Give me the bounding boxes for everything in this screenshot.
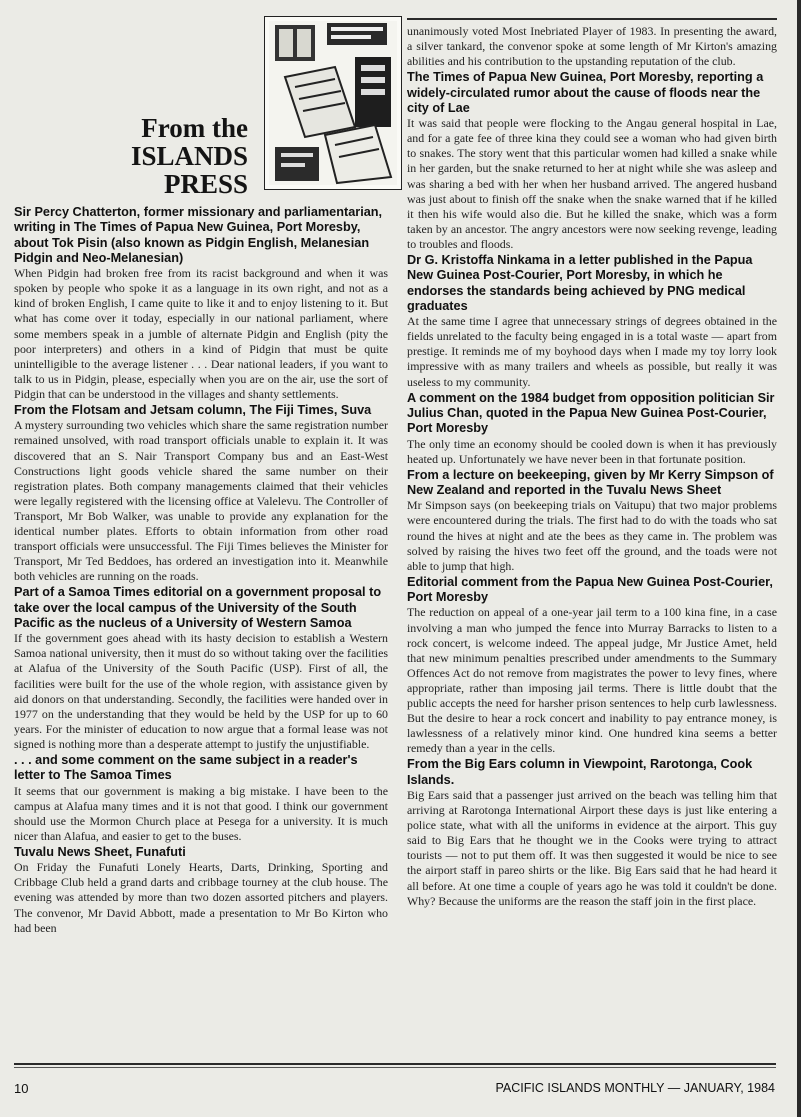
article-headline: The Times of Papua New Guinea, Port Moresby, reporting a widely-circulated rumor about the cause of floods near the city of Lae xyxy=(407,70,764,115)
article-headline: . . . and some comment on the same subject in a reader's letter to The Samoa Times xyxy=(14,753,358,783)
footer-rule xyxy=(14,1063,776,1065)
article-samoa-letter xyxy=(14,753,388,844)
article-samoa-editorial xyxy=(14,585,388,752)
article-big-ears xyxy=(407,757,777,908)
column-top-rule xyxy=(407,18,777,20)
page-edge xyxy=(797,0,801,1117)
section-title-line3: PRESS xyxy=(163,169,248,199)
article-body: The reduction on appeal of a one-year jail term to a 100 kina fine, in a case involving a man who jumped the fence into Murray Barracks to listen to a rock concert, is welcome indeed. The appeal judge, Mr Justice Amet, held that new minimum penalties prescribed under amendments to the Summary Offences Act do not remove from magistrates the power to levy fines, where appropriate, rather than imposing jail terms. There is little doubt that the public accepts the need for harsher prison sentences to help curb lawlessness. But the desire to hear a rock concert and inability to pay entrance money, is lawlessness of a relatively minor kind. One hundred kina seems a better remedy than a year in the cells. xyxy=(407,605,777,756)
article-body: Big Ears said that a passenger just arrived on the beach was telling him that arriving at Rarotonga International Airport these days is just like entering a police state, what with all the uniforms in evidence at the airport. This guy said to Big Ears that he thought we in the Cooks were trying to attract tourists — not to put them off. It was then suggested it would be nice to see the airport staff in pareo shirts or the like. Big Ears said that he had heard it all before. At one time a couple of years ago he was told it couldn't be done. Why? Because the uniforms are the reason the staff join in the first place. xyxy=(407,787,777,908)
article-body: At the same time I agree that unnecessary strings of degrees obtained in the fields unrelated to the faculty being engaged in is a total waste — apart from prestige. It reminds me of my boyhood days when I made my toy lorry look impressive with as many trailers and wheels as possible, but really it was useless to my community. xyxy=(407,314,777,389)
article-body: When Pidgin had broken free from its racist background and when it was spoken by people who spoke it as a language in its own right, and not as a kind of broken English, I came quite to like it and to enjoy listening to it. But what has come over it today, especially in our national parliament, where some members speak in a jumble of alternate Pidgin and English (pity the poor interpreters) and others in a kind of Pidgin that must be quite unintelligible to the average listener . . . Dear national leaders, if you want to talk to us in Pidgin, please, especially when you are on the air, use the sort of Pidgin that can be understood in the villages and shanty settlements. xyxy=(14,266,388,401)
article-body: On Friday the Funafuti Lonely Hearts, Darts, Drinking, Sporting and Cribbage Club held a grand darts and cribbage tourney at the club house. The evening was attended by more than two dozen assorted pitchers and players. The convenor, Mr David Abbott, made a presentation to Mr Bo Kirton who had been xyxy=(14,860,388,935)
article-chan-budget xyxy=(407,391,777,467)
section-title-line2: ISLANDS xyxy=(130,141,248,171)
article-body: Mr Simpson says (on beekeeping trials on Vaitupu) that two major problems were encountered during the trials. The first had to do with the toads who sat round the hives at night and ate the bees as they came in. The problem was solved by raising the hives two feet off the ground, and the toads were not able to jump that high. xyxy=(407,498,777,573)
article-body: A mystery surrounding two vehicles which share the same registration number remained unsolved, with road transport officials unable to explain it. It was discovered that an S. Nair Transport Company bus and an East-West Constructions light goods vehicle shared the same number on their registration plates. Both company managements claimed that their vehicles were legally registered with the licensing office at Valelevu. The Controller of Transport, Mr Bob Walker, was unable to provide any explanation for the identical number plates. Efforts to obtain information from other road transport officials were unsuccessful. The Fiji Times believes the Minister for Transport, Mr Ted Beddoes, has ordered an investigation into it. Meanwhile both vehicles are running on the roads. xyxy=(14,418,388,584)
article-headline: From the Flotsam and Jetsam column, The Fiji Times, Suva xyxy=(14,403,372,418)
article-body: If the government goes ahead with its hasty decision to establish a Western Samoa national university, then it must do so without taking over the facilities at Alafua of the University of the South Pacific (USP). First of all, the facilities were built for the use of the whole region, with assistance given by aid donors on that understanding. Secondly, the facilities were handed over in 1977 on the understanding that they would be held by the USP for up to 60 years. For the minister of education to now argue that a formal lease was not signed is nothing more than a desperate attempt to justify the unjustifiable. xyxy=(14,631,388,751)
article-lae-floods xyxy=(407,70,777,252)
article-headline: From a lecture on beekeeping, given by Mr Kerry Simpson of New Zealand and reported in the Tuvalu News Sheet xyxy=(407,467,774,498)
article-headline: Editorial comment from the Papua New Guinea Post-Courier, Port Moresby xyxy=(407,574,773,605)
left-column xyxy=(14,0,388,937)
article-body: It seems that our government is making a big mistake. I have been to the campus at Alafua many times and it is not that good. I think our government should use the Mormon Church place at Pesega for a university. It is much nicer than Alafua, and easier to get to the buses. xyxy=(14,783,388,843)
article-body: It was said that people were flocking to the Angau general hospital in Lae, and for a gate fee of three kina they could see a woman who had given birth to snakes. The story went that this particular women had killed a snake while in her garden, but the snake returned to her at night while she was asleep and was sharing a bed with her when her husband arrived. The angered husband was just about to finish off the snake when the snake warned that if he killed it then his wife would also die. But he killed the snake, which was a form taken by an ancestor. The angry ancestors were now seeking revenge, leading to troubles and floods. xyxy=(407,116,777,251)
section-title-line1: From the xyxy=(141,113,248,143)
article-fiji-times xyxy=(14,403,388,584)
section-masthead xyxy=(14,0,388,205)
right-column xyxy=(407,0,777,910)
article-headline: Tuvalu News Sheet, Funafuti xyxy=(14,844,186,859)
article-tuvalu-news xyxy=(14,845,388,936)
article-headline: Sir Percy Chatterton, former missionary and parliamentarian, writing in The Times of Papua New Guinea, Port Moresby, about Tok Pisin (also known as Pidgin English, Melanesian Pidgin and Neo-Melanesian) xyxy=(14,205,383,265)
article-headline: From the Big Ears column in Viewpoint, Rarotonga, Cook Islands. xyxy=(407,757,753,787)
article-headline: Part of a Samoa Times editorial on a government proposal to take over the local campus of the University of the South Pacific as the nucleus of a University of Western Samoa xyxy=(14,585,382,630)
article-headline: Dr G. Kristoffa Ninkama in a letter published in the Papua New Guinea Post-Courier, Port Moresby, in which he endorses the standards being achieved by PNG medical graduates xyxy=(407,253,753,313)
article-body: unanimously voted Most Inebriated Player of 1983. In presenting the award, a silver tankard, the convenor spoke at some length of Mr Kirton's amazing abilities and his contribution to the upstanding reputation of the club. xyxy=(407,24,777,69)
footer-rule-thin xyxy=(14,1067,776,1068)
article-ninkama-letter xyxy=(407,253,777,390)
article-post-courier-editorial xyxy=(407,575,777,757)
running-title: PACIFIC ISLANDS MONTHLY — JANUARY, 1984 xyxy=(495,1081,775,1095)
newspaper-illustration xyxy=(264,16,402,190)
section-title xyxy=(28,114,248,198)
page-number: 10 xyxy=(14,1081,29,1096)
article-tuvalu-continued xyxy=(407,24,777,69)
article-body: The only time an economy should be cooled down is when it has previously heated up. Unfortunately we have never been in that fortunate position. xyxy=(407,436,777,466)
article-headline: A comment on the 1984 budget from opposition politician Sir Julius Chan, quoted in the Papua New Guinea Post-Courier, Port Moresby xyxy=(407,390,775,436)
article-beekeeping xyxy=(407,468,777,574)
article-chatterton xyxy=(14,205,388,402)
